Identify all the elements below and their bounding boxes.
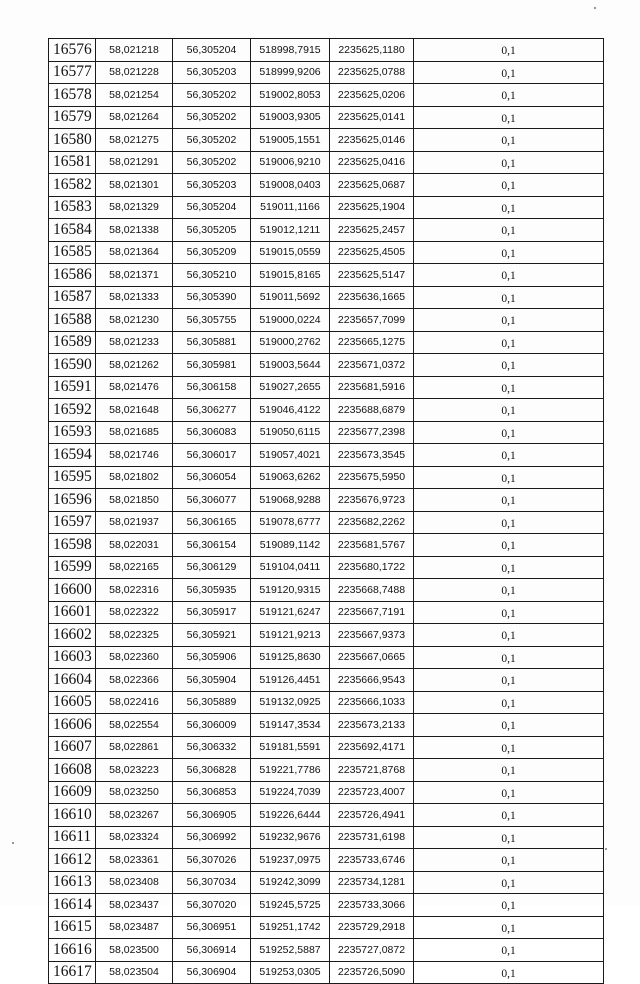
x-coordinate-cell: 519120,9315 — [251, 579, 330, 602]
latitude-cell: 58,021746 — [96, 444, 173, 467]
latitude-cell: 58,021364 — [96, 241, 173, 264]
latitude-cell: 58,023504 — [96, 961, 173, 984]
x-coordinate-cell: 519002,8053 — [251, 84, 330, 107]
point-number-cell: 16576 — [49, 39, 96, 62]
longitude-cell: 56,305921 — [173, 624, 251, 647]
point-number-cell: 16607 — [49, 736, 96, 759]
x-coordinate-cell: 519126,4451 — [251, 669, 330, 692]
x-coordinate-cell: 519006,9210 — [251, 151, 330, 174]
y-coordinate-cell: 2235729,2918 — [330, 916, 414, 939]
table-row — [49, 579, 604, 602]
accuracy-cell: 0,1 — [414, 826, 604, 849]
x-coordinate-cell: 519232,9676 — [251, 826, 330, 849]
table-row — [49, 781, 604, 804]
x-coordinate-cell: 519063,6262 — [251, 466, 330, 489]
longitude-cell: 56,305205 — [173, 219, 251, 242]
y-coordinate-cell: 2235667,9373 — [330, 624, 414, 647]
x-coordinate-cell: 519011,1166 — [251, 196, 330, 219]
table-row — [49, 376, 604, 399]
point-number-cell: 16611 — [49, 826, 96, 849]
x-coordinate-cell: 519027,2655 — [251, 376, 330, 399]
table-row — [49, 421, 604, 444]
latitude-cell: 58,023223 — [96, 759, 173, 782]
table-row — [49, 646, 604, 669]
point-number-cell: 16582 — [49, 174, 96, 197]
table-row — [49, 691, 604, 714]
latitude-cell: 58,021802 — [96, 466, 173, 489]
latitude-cell: 58,023487 — [96, 916, 173, 939]
coordinates-table-body — [49, 39, 604, 984]
accuracy-cell: 0,1 — [414, 151, 604, 174]
latitude-cell: 58,021275 — [96, 129, 173, 152]
table-row — [49, 759, 604, 782]
scan-speck — [594, 7, 596, 9]
y-coordinate-cell: 2235675,5950 — [330, 466, 414, 489]
latitude-cell: 58,021233 — [96, 331, 173, 354]
table-row — [49, 331, 604, 354]
x-coordinate-cell: 519008,0403 — [251, 174, 330, 197]
x-coordinate-cell: 519132,0925 — [251, 691, 330, 714]
point-number-cell: 16591 — [49, 376, 96, 399]
point-number-cell: 16605 — [49, 691, 96, 714]
y-coordinate-cell: 2235625,5147 — [330, 264, 414, 287]
longitude-cell: 56,305202 — [173, 106, 251, 129]
table-row — [49, 39, 604, 62]
accuracy-cell: 0,1 — [414, 871, 604, 894]
latitude-cell: 58,021262 — [96, 354, 173, 377]
longitude-cell: 56,305755 — [173, 309, 251, 332]
longitude-cell: 56,305209 — [173, 241, 251, 264]
latitude-cell: 58,021937 — [96, 511, 173, 534]
latitude-cell: 58,021371 — [96, 264, 173, 287]
accuracy-cell: 0,1 — [414, 534, 604, 557]
accuracy-cell: 0,1 — [414, 264, 604, 287]
point-number-cell: 16585 — [49, 241, 96, 264]
y-coordinate-cell: 2235671,0372 — [330, 354, 414, 377]
x-coordinate-cell: 519242,3099 — [251, 871, 330, 894]
table-row — [49, 826, 604, 849]
point-number-cell: 16589 — [49, 331, 96, 354]
latitude-cell: 58,022031 — [96, 534, 173, 557]
accuracy-cell: 0,1 — [414, 61, 604, 84]
table-row — [49, 669, 604, 692]
accuracy-cell: 0,1 — [414, 399, 604, 422]
table-row — [49, 556, 604, 579]
table-row — [49, 849, 604, 872]
longitude-cell: 56,305202 — [173, 84, 251, 107]
y-coordinate-cell: 2235726,4941 — [330, 804, 414, 827]
accuracy-cell: 0,1 — [414, 84, 604, 107]
latitude-cell: 58,022416 — [96, 691, 173, 714]
accuracy-cell: 0,1 — [414, 759, 604, 782]
y-coordinate-cell: 2235625,4505 — [330, 241, 414, 264]
table-row — [49, 534, 604, 557]
x-coordinate-cell: 519237,0975 — [251, 849, 330, 872]
longitude-cell: 56,305202 — [173, 151, 251, 174]
longitude-cell: 56,305881 — [173, 331, 251, 354]
x-coordinate-cell: 519015,0559 — [251, 241, 330, 264]
y-coordinate-cell: 2235665,1275 — [330, 331, 414, 354]
x-coordinate-cell: 519015,8165 — [251, 264, 330, 287]
accuracy-cell: 0,1 — [414, 39, 604, 62]
point-number-cell: 16599 — [49, 556, 96, 579]
longitude-cell: 56,306009 — [173, 714, 251, 737]
accuracy-cell: 0,1 — [414, 804, 604, 827]
latitude-cell: 58,021476 — [96, 376, 173, 399]
accuracy-cell: 0,1 — [414, 196, 604, 219]
point-number-cell: 16578 — [49, 84, 96, 107]
accuracy-cell: 0,1 — [414, 241, 604, 264]
longitude-cell: 56,306853 — [173, 781, 251, 804]
accuracy-cell: 0,1 — [414, 286, 604, 309]
y-coordinate-cell: 2235673,3545 — [330, 444, 414, 467]
latitude-cell: 58,021264 — [96, 106, 173, 129]
y-coordinate-cell: 2235666,9543 — [330, 669, 414, 692]
point-number-cell: 16609 — [49, 781, 96, 804]
latitude-cell: 58,022366 — [96, 669, 173, 692]
table-row — [49, 939, 604, 962]
y-coordinate-cell: 2235625,1180 — [330, 39, 414, 62]
longitude-cell: 56,306914 — [173, 939, 251, 962]
x-coordinate-cell: 518999,9206 — [251, 61, 330, 84]
accuracy-cell: 0,1 — [414, 849, 604, 872]
point-number-cell: 16615 — [49, 916, 96, 939]
x-coordinate-cell: 519121,9213 — [251, 624, 330, 647]
point-number-cell: 16581 — [49, 151, 96, 174]
y-coordinate-cell: 2235625,0206 — [330, 84, 414, 107]
accuracy-cell: 0,1 — [414, 129, 604, 152]
table-row — [49, 804, 604, 827]
x-coordinate-cell: 519221,7786 — [251, 759, 330, 782]
point-number-cell: 16595 — [49, 466, 96, 489]
latitude-cell: 58,023361 — [96, 849, 173, 872]
table-row — [49, 174, 604, 197]
longitude-cell: 56,306905 — [173, 804, 251, 827]
point-number-cell: 16577 — [49, 61, 96, 84]
table-row — [49, 871, 604, 894]
x-coordinate-cell: 519089,1142 — [251, 534, 330, 557]
longitude-cell: 56,305204 — [173, 196, 251, 219]
table-row — [49, 466, 604, 489]
y-coordinate-cell: 2235666,1033 — [330, 691, 414, 714]
x-coordinate-cell: 518998,7915 — [251, 39, 330, 62]
x-coordinate-cell: 519057,4021 — [251, 444, 330, 467]
accuracy-cell: 0,1 — [414, 354, 604, 377]
x-coordinate-cell: 519147,3534 — [251, 714, 330, 737]
x-coordinate-cell: 519068,9288 — [251, 489, 330, 512]
x-coordinate-cell: 519078,6777 — [251, 511, 330, 534]
longitude-cell: 56,305906 — [173, 646, 251, 669]
longitude-cell: 56,306077 — [173, 489, 251, 512]
latitude-cell: 58,021338 — [96, 219, 173, 242]
longitude-cell: 56,307026 — [173, 849, 251, 872]
point-number-cell: 16587 — [49, 286, 96, 309]
table-row — [49, 736, 604, 759]
longitude-cell: 56,305889 — [173, 691, 251, 714]
table-row — [49, 916, 604, 939]
y-coordinate-cell: 2235625,2457 — [330, 219, 414, 242]
latitude-cell: 58,023324 — [96, 826, 173, 849]
longitude-cell: 56,307020 — [173, 894, 251, 917]
accuracy-cell: 0,1 — [414, 736, 604, 759]
point-number-cell: 16584 — [49, 219, 96, 242]
latitude-cell: 58,022322 — [96, 601, 173, 624]
latitude-cell: 58,022316 — [96, 579, 173, 602]
y-coordinate-cell: 2235727,0872 — [330, 939, 414, 962]
latitude-cell: 58,021333 — [96, 286, 173, 309]
table-row — [49, 84, 604, 107]
point-number-cell: 16606 — [49, 714, 96, 737]
longitude-cell: 56,305202 — [173, 129, 251, 152]
x-coordinate-cell: 519003,9305 — [251, 106, 330, 129]
table-row — [49, 489, 604, 512]
x-coordinate-cell: 519104,0411 — [251, 556, 330, 579]
accuracy-cell: 0,1 — [414, 309, 604, 332]
longitude-cell: 56,306828 — [173, 759, 251, 782]
latitude-cell: 58,023408 — [96, 871, 173, 894]
y-coordinate-cell: 2235681,5767 — [330, 534, 414, 557]
accuracy-cell: 0,1 — [414, 939, 604, 962]
x-coordinate-cell: 519011,5692 — [251, 286, 330, 309]
point-number-cell: 16598 — [49, 534, 96, 557]
point-number-cell: 16594 — [49, 444, 96, 467]
accuracy-cell: 0,1 — [414, 466, 604, 489]
longitude-cell: 56,306054 — [173, 466, 251, 489]
latitude-cell: 58,021254 — [96, 84, 173, 107]
y-coordinate-cell: 2235625,0788 — [330, 61, 414, 84]
x-coordinate-cell: 519181,5591 — [251, 736, 330, 759]
coordinates-table — [48, 38, 604, 984]
accuracy-cell: 0,1 — [414, 894, 604, 917]
latitude-cell: 58,021329 — [96, 196, 173, 219]
y-coordinate-cell: 2235734,1281 — [330, 871, 414, 894]
longitude-cell: 56,305935 — [173, 579, 251, 602]
latitude-cell: 58,021685 — [96, 421, 173, 444]
y-coordinate-cell: 2235733,3066 — [330, 894, 414, 917]
point-number-cell: 16610 — [49, 804, 96, 827]
y-coordinate-cell: 2235723,4007 — [330, 781, 414, 804]
point-number-cell: 16596 — [49, 489, 96, 512]
accuracy-cell: 0,1 — [414, 174, 604, 197]
y-coordinate-cell: 2235731,6198 — [330, 826, 414, 849]
latitude-cell: 58,023437 — [96, 894, 173, 917]
point-number-cell: 16592 — [49, 399, 96, 422]
x-coordinate-cell: 519003,5644 — [251, 354, 330, 377]
y-coordinate-cell: 2235625,1904 — [330, 196, 414, 219]
longitude-cell: 56,305203 — [173, 61, 251, 84]
table-row — [49, 624, 604, 647]
x-coordinate-cell: 519224,7039 — [251, 781, 330, 804]
accuracy-cell: 0,1 — [414, 669, 604, 692]
y-coordinate-cell: 2235667,7191 — [330, 601, 414, 624]
latitude-cell: 58,022165 — [96, 556, 173, 579]
accuracy-cell: 0,1 — [414, 511, 604, 534]
table-row — [49, 601, 604, 624]
x-coordinate-cell: 519245,5725 — [251, 894, 330, 917]
table-row — [49, 241, 604, 264]
latitude-cell: 58,022554 — [96, 714, 173, 737]
point-number-cell: 16608 — [49, 759, 96, 782]
point-number-cell: 16597 — [49, 511, 96, 534]
longitude-cell: 56,306165 — [173, 511, 251, 534]
y-coordinate-cell: 2235733,6746 — [330, 849, 414, 872]
longitude-cell: 56,306992 — [173, 826, 251, 849]
longitude-cell: 56,306083 — [173, 421, 251, 444]
y-coordinate-cell: 2235680,1722 — [330, 556, 414, 579]
x-coordinate-cell: 519253,0305 — [251, 961, 330, 984]
table-row — [49, 354, 604, 377]
longitude-cell: 56,305917 — [173, 601, 251, 624]
table-row — [49, 511, 604, 534]
y-coordinate-cell: 2235625,0141 — [330, 106, 414, 129]
y-coordinate-cell: 2235625,0146 — [330, 129, 414, 152]
latitude-cell: 58,023250 — [96, 781, 173, 804]
longitude-cell: 56,307034 — [173, 871, 251, 894]
longitude-cell: 56,305203 — [173, 174, 251, 197]
y-coordinate-cell: 2235625,0416 — [330, 151, 414, 174]
x-coordinate-cell: 519012,1211 — [251, 219, 330, 242]
point-number-cell: 16593 — [49, 421, 96, 444]
table-row — [49, 196, 604, 219]
x-coordinate-cell: 519121,6247 — [251, 601, 330, 624]
y-coordinate-cell: 2235681,5916 — [330, 376, 414, 399]
latitude-cell: 58,021648 — [96, 399, 173, 422]
accuracy-cell: 0,1 — [414, 916, 604, 939]
table-row — [49, 444, 604, 467]
x-coordinate-cell: 519050,6115 — [251, 421, 330, 444]
longitude-cell: 56,306332 — [173, 736, 251, 759]
y-coordinate-cell: 2235636,1665 — [330, 286, 414, 309]
table-row — [49, 309, 604, 332]
point-number-cell: 16613 — [49, 871, 96, 894]
accuracy-cell: 0,1 — [414, 444, 604, 467]
accuracy-cell: 0,1 — [414, 421, 604, 444]
latitude-cell: 58,021291 — [96, 151, 173, 174]
accuracy-cell: 0,1 — [414, 219, 604, 242]
accuracy-cell: 0,1 — [414, 961, 604, 984]
longitude-cell: 56,306904 — [173, 961, 251, 984]
point-number-cell: 16586 — [49, 264, 96, 287]
latitude-cell: 58,022325 — [96, 624, 173, 647]
x-coordinate-cell: 519226,6444 — [251, 804, 330, 827]
latitude-cell: 58,023267 — [96, 804, 173, 827]
x-coordinate-cell: 519005,1551 — [251, 129, 330, 152]
longitude-cell: 56,305904 — [173, 669, 251, 692]
accuracy-cell: 0,1 — [414, 106, 604, 129]
point-number-cell: 16601 — [49, 601, 96, 624]
table-row — [49, 61, 604, 84]
latitude-cell: 58,021850 — [96, 489, 173, 512]
latitude-cell: 58,021301 — [96, 174, 173, 197]
point-number-cell: 16616 — [49, 939, 96, 962]
table-row — [49, 219, 604, 242]
y-coordinate-cell: 2235682,2262 — [330, 511, 414, 534]
y-coordinate-cell: 2235625,0687 — [330, 174, 414, 197]
table-row — [49, 151, 604, 174]
y-coordinate-cell: 2235676,9723 — [330, 489, 414, 512]
accuracy-cell: 0,1 — [414, 579, 604, 602]
x-coordinate-cell: 519046,4122 — [251, 399, 330, 422]
scan-speck — [605, 848, 607, 850]
y-coordinate-cell: 2235657,7099 — [330, 309, 414, 332]
point-number-cell: 16614 — [49, 894, 96, 917]
point-number-cell: 16583 — [49, 196, 96, 219]
point-number-cell: 16579 — [49, 106, 96, 129]
y-coordinate-cell: 2235667,0665 — [330, 646, 414, 669]
point-number-cell: 16617 — [49, 961, 96, 984]
latitude-cell: 58,021228 — [96, 61, 173, 84]
longitude-cell: 56,306158 — [173, 376, 251, 399]
longitude-cell: 56,306154 — [173, 534, 251, 557]
accuracy-cell: 0,1 — [414, 376, 604, 399]
longitude-cell: 56,306951 — [173, 916, 251, 939]
scan-speck — [12, 842, 14, 844]
longitude-cell: 56,305210 — [173, 264, 251, 287]
x-coordinate-cell: 519000,0224 — [251, 309, 330, 332]
point-number-cell: 16612 — [49, 849, 96, 872]
point-number-cell: 16590 — [49, 354, 96, 377]
latitude-cell: 58,021230 — [96, 309, 173, 332]
x-coordinate-cell: 519125,8630 — [251, 646, 330, 669]
accuracy-cell: 0,1 — [414, 601, 604, 624]
table-row — [49, 399, 604, 422]
y-coordinate-cell: 2235668,7488 — [330, 579, 414, 602]
longitude-cell: 56,305390 — [173, 286, 251, 309]
accuracy-cell: 0,1 — [414, 624, 604, 647]
x-coordinate-cell: 519251,1742 — [251, 916, 330, 939]
accuracy-cell: 0,1 — [414, 781, 604, 804]
x-coordinate-cell: 519252,5887 — [251, 939, 330, 962]
longitude-cell: 56,306129 — [173, 556, 251, 579]
table-row — [49, 106, 604, 129]
y-coordinate-cell: 2235673,2133 — [330, 714, 414, 737]
point-number-cell: 16588 — [49, 309, 96, 332]
longitude-cell: 56,306277 — [173, 399, 251, 422]
point-number-cell: 16580 — [49, 129, 96, 152]
accuracy-cell: 0,1 — [414, 489, 604, 512]
x-coordinate-cell: 519000,2762 — [251, 331, 330, 354]
latitude-cell: 58,022360 — [96, 646, 173, 669]
y-coordinate-cell: 2235688,6879 — [330, 399, 414, 422]
accuracy-cell: 0,1 — [414, 646, 604, 669]
point-number-cell: 16604 — [49, 669, 96, 692]
table-row — [49, 129, 604, 152]
longitude-cell: 56,306017 — [173, 444, 251, 467]
y-coordinate-cell: 2235726,5090 — [330, 961, 414, 984]
y-coordinate-cell: 2235677,2398 — [330, 421, 414, 444]
table-row — [49, 264, 604, 287]
latitude-cell: 58,021218 — [96, 39, 173, 62]
latitude-cell: 58,022861 — [96, 736, 173, 759]
accuracy-cell: 0,1 — [414, 714, 604, 737]
table-row — [49, 286, 604, 309]
longitude-cell: 56,305981 — [173, 354, 251, 377]
point-number-cell: 16600 — [49, 579, 96, 602]
point-number-cell: 16602 — [49, 624, 96, 647]
table-row — [49, 961, 604, 984]
point-number-cell: 16603 — [49, 646, 96, 669]
y-coordinate-cell: 2235692,4171 — [330, 736, 414, 759]
table-row — [49, 714, 604, 737]
accuracy-cell: 0,1 — [414, 331, 604, 354]
accuracy-cell: 0,1 — [414, 691, 604, 714]
longitude-cell: 56,305204 — [173, 39, 251, 62]
latitude-cell: 58,023500 — [96, 939, 173, 962]
accuracy-cell: 0,1 — [414, 556, 604, 579]
y-coordinate-cell: 2235721,8768 — [330, 759, 414, 782]
